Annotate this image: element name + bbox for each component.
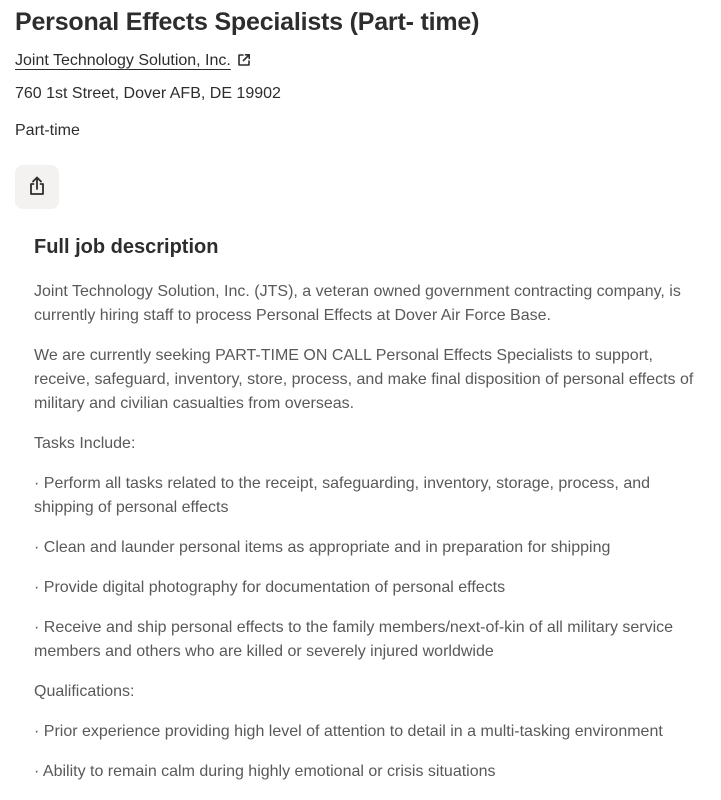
job-type: Part-time — [15, 122, 80, 139]
qualification-item: · Prior experience providing high level of attention to detail in a multi-tasking environment — [34, 723, 663, 740]
seeking-line: military and civilian casualties from overseas. — [34, 395, 355, 412]
task-item — [34, 616, 718, 664]
task-item: · Clean and launder personal items as appropriate and in preparation for shipping — [34, 539, 611, 556]
intro-line: Joint Technology Solution, Inc. (JTS), a veteran owned government contracting company, is — [34, 283, 681, 300]
job-description-body — [34, 280, 718, 800]
company-row — [15, 52, 251, 70]
external-link-icon[interactable] — [237, 53, 251, 67]
job-title: Personal Effects Specialists (Part- time) — [15, 8, 480, 36]
task-line: shipping of personal effects — [34, 499, 229, 516]
qualification-item: · Ability to remain calm during highly emotional or crisis situations — [34, 763, 496, 780]
company-link[interactable]: Joint Technology Solution, Inc. — [15, 52, 231, 69]
full-job-description-heading: Full job description — [34, 236, 219, 258]
qualifications-heading: Qualifications: — [34, 683, 135, 700]
job-location: 760 1st Street, Dover AFB, DE 19902 — [15, 85, 281, 102]
task-item: · Provide digital photography for documentation of personal effects — [34, 579, 506, 596]
seeking-paragraph — [34, 344, 718, 416]
intro-paragraph — [34, 280, 718, 328]
task-line: members and others who are killed or severely injured worldwide — [34, 643, 494, 660]
seeking-line: We are currently seeking PART-TIME ON CALL Personal Effects Specialists to support, — [34, 347, 653, 364]
seeking-line: receive, safeguard, inventory, store, process, and make final disposition of personal effects of — [34, 371, 694, 388]
task-line: · Perform all tasks related to the receipt, safeguarding, inventory, storage, process, and — [34, 475, 651, 492]
share-icon — [28, 176, 46, 199]
task-item — [34, 472, 718, 520]
share-button[interactable] — [15, 165, 59, 209]
intro-line: currently hiring staff to process Personal Effects at Dover Air Force Base. — [34, 307, 551, 324]
tasks-heading: Tasks Include: — [34, 435, 136, 452]
task-line: · Receive and ship personal effects to the family members/next-of-kin of all military service — [34, 619, 674, 636]
